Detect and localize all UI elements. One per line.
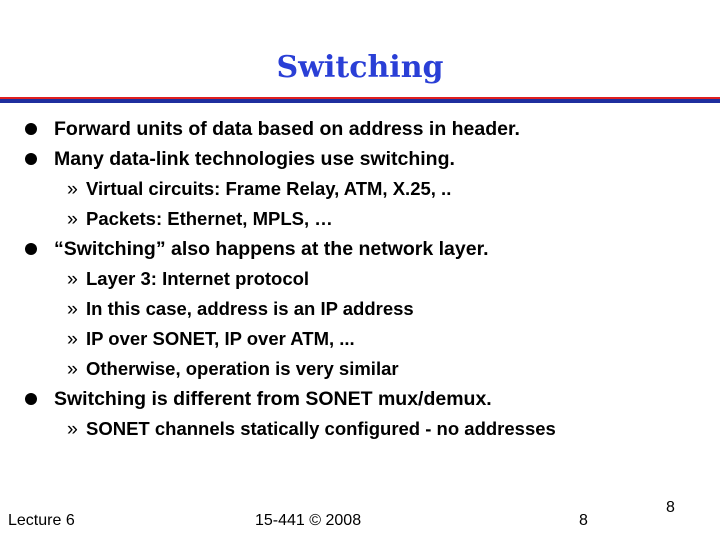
sub-bullet-marker: »: [67, 418, 78, 440]
sub-bullet-marker: »: [67, 178, 78, 200]
sub-bullet-text: SONET channels statically configured - no addresses: [86, 418, 556, 439]
sub-bullet-text: Layer 3: Internet protocol: [86, 268, 310, 289]
slide-page-number: 8: [666, 499, 675, 516]
sub-bullet-text: IP over SONET, IP over ATM, ...: [86, 328, 355, 349]
footer-lecture: Lecture 6: [8, 512, 75, 529]
sub-bullet-text: Packets: Ethernet, MPLS, …: [86, 208, 333, 229]
sub-bullet-marker: »: [67, 268, 78, 290]
sub-bullet-text: Virtual circuits: Frame Relay, ATM, X.25, ..: [86, 178, 452, 199]
bullet-dot-icon: [25, 123, 37, 135]
slide-title: Switching: [276, 50, 444, 85]
bullet-text: Forward units of data based on address in header.: [54, 118, 520, 140]
bullet-text: Many data-link technologies use switching.: [54, 148, 455, 170]
bullet-dot-icon: [25, 393, 37, 405]
footer-page: 8: [579, 512, 588, 529]
sub-bullet-marker: »: [67, 208, 78, 230]
sub-bullet-marker: »: [67, 328, 78, 350]
sub-bullet-text: Otherwise, operation is very similar: [86, 358, 399, 379]
sub-bullet-marker: »: [67, 298, 78, 320]
bullet-text: “Switching” also happens at the network layer.: [54, 238, 489, 260]
sub-bullet-marker: »: [67, 358, 78, 380]
bullet-dot-icon: [25, 153, 37, 165]
bullet-dot-icon: [25, 243, 37, 255]
footer-course: 15-441 © 2008: [255, 512, 362, 529]
sub-bullet-text: In this case, address is an IP address: [86, 298, 414, 319]
bullet-text: Switching is different from SONET mux/demux.: [54, 388, 492, 410]
title-rule-blue: [0, 99, 720, 103]
